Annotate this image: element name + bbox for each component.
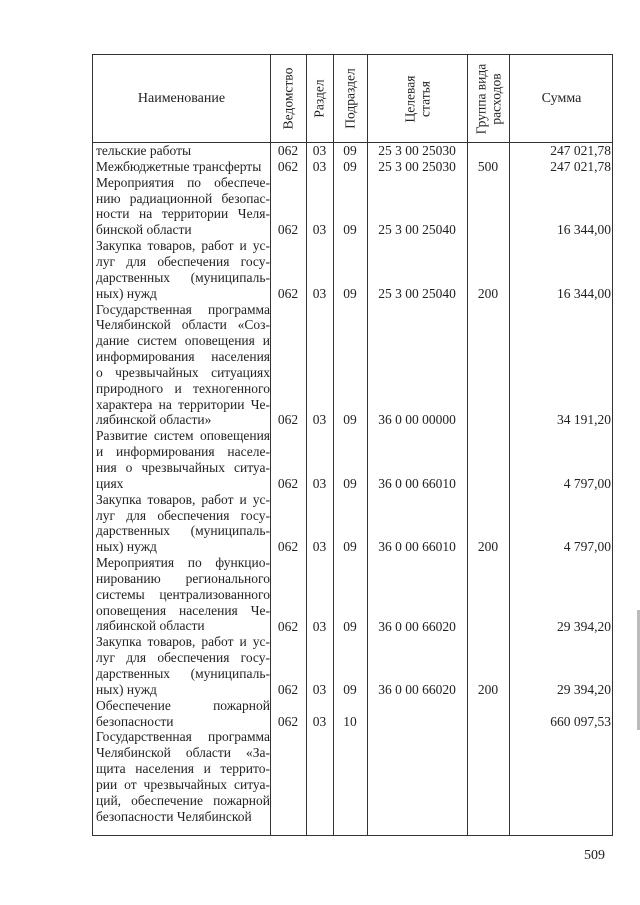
row-name-line: лябинской области [96,618,205,634]
header-name-text: Наименование [137,90,226,106]
row-name-line: дарственных (муниципаль- [96,666,270,682]
cell-ved: 062 [277,713,299,729]
cell-pod: 09 [343,222,357,238]
cell-raz: 03 [312,681,327,697]
header-name [93,55,270,142]
cell-ved: 062 [277,285,299,301]
row-name-line: нию радиационной безопас- [96,190,270,206]
cell-sum: 247 021,78 [550,143,611,158]
row-name-line: тельские работы [96,143,192,158]
header-celevaya-line: Целевая [402,75,417,122]
row-name-line: Челябинской области «За- [96,745,270,761]
cell-cel: 25 3 00 25040 [378,222,456,238]
row-name-line: дарственных (муниципаль- [96,269,270,285]
row-name-line: Государственная программа [96,301,270,317]
row-name-line: характера на территории Че- [96,396,270,412]
cell-ved: 062 [277,412,299,428]
cell-cel: 25 3 00 25030 [378,143,456,158]
row-name [96,238,270,301]
cell-sum: 29 394,20 [557,681,611,697]
row-name-line: ности на территории Челя- [96,206,270,222]
row-name-line: Закупка товаров, работ и ус- [96,634,270,650]
cell-cel: 25 3 00 25030 [378,158,456,174]
row-name [96,634,270,697]
cell-ved: 062 [277,681,299,697]
cell-grp: 500 [477,158,499,174]
row-name-line: природного и техногенного [96,380,270,396]
cell-raz: 03 [312,618,327,634]
header-gruppa-line: расходов [488,72,503,125]
row-name [96,175,270,238]
row-name-line: Развитие систем оповещения [96,428,270,444]
cell-sum: 16 344,00 [557,222,611,238]
row-name-line: системы централизованного [96,586,270,602]
row-name-line: нированию регионального [96,570,270,586]
cell-cel: 36 0 00 66020 [378,681,456,697]
row-name-line: Межбюджетные трансферты [96,158,262,174]
row-name-line: дарственных (муниципаль- [96,523,270,539]
row-name-line: безопасности Челябинской [96,808,252,824]
cell-ved: 062 [277,143,299,158]
header-vedomstvo [270,55,306,142]
header-gruppa-text [473,63,503,134]
cell-cel: 36 0 00 66010 [378,539,456,555]
cell-pod: 09 [343,285,357,301]
row-name [96,729,270,824]
row-name-line: и информирования населе- [96,444,270,460]
row-name-line: Закупка товаров, работ и ус- [96,238,270,254]
cell-sum: 34 191,20 [557,412,611,428]
row-name [96,428,270,491]
cell-raz: 03 [312,285,327,301]
row-name-line: луг для обеспечения госу- [96,253,270,269]
cell-grp: 200 [477,681,499,697]
cell-pod: 09 [343,412,357,428]
row-name-line: луг для обеспечения госу- [96,650,270,666]
row-name-line: Закупка товаров, работ и ус- [96,491,270,507]
row-name-line: ных) нужд [96,285,157,301]
row-name-line: Государственная программа [96,729,270,745]
cell-raz: 03 [312,475,327,491]
row-name-line: ных) нужд [96,681,157,697]
cell-cel: 36 0 00 00000 [378,412,456,428]
row-name [96,492,270,555]
cell-pod: 09 [343,475,357,491]
row-name-line: щита населения и террито- [96,761,270,777]
cell-ved: 062 [277,158,299,174]
header-podrazdel [333,55,367,142]
row-name-line: лябинской области» [96,412,212,428]
header-gruppa-line: Группа вида [473,63,488,134]
cell-grp: 200 [477,539,499,555]
cell-sum: 247 021,78 [550,158,611,174]
header-gruppa [467,55,509,142]
cell-pod: 09 [343,158,357,174]
cell-raz: 03 [312,539,327,555]
row-name [96,159,270,175]
row-name-line: Мероприятия по обеспече- [96,174,270,190]
row-name-line: информирования населения [96,349,270,365]
row-name-line: циях [96,475,124,491]
cell-raz: 03 [312,713,327,729]
cell-sum: 4 797,00 [563,539,611,555]
cell-cel: 25 3 00 25040 [378,285,456,301]
cell-raz: 03 [312,158,327,174]
row-name [96,698,270,730]
cell-ved: 062 [277,475,299,491]
cell-ved: 062 [277,618,299,634]
cell-pod: 09 [343,618,357,634]
cell-sum: 29 394,20 [557,618,611,634]
row-name-line: безопасности [96,713,174,729]
cell-sum: 4 797,00 [563,475,611,491]
row-name-line: Челябинской области «Соз- [96,317,270,333]
header-celevaya [367,55,467,142]
row-name [96,555,270,634]
page-number: 509 [584,848,605,863]
row-name-line: Обеспечение пожарной [96,697,270,713]
header-celevaya-line: статья [417,80,432,117]
cell-pod: 09 [343,539,357,555]
row-name-line: ций, обеспечение пожарной [96,792,270,808]
row-name-line: оповещения населения Че- [96,602,270,618]
header-podrazdel-text: Подраздел [342,68,358,129]
header-summa [509,55,614,142]
row-name-line: бинской области [96,222,192,238]
cell-cel: 36 0 00 66010 [378,475,456,491]
cell-sum: 16 344,00 [557,285,611,301]
cell-pod: 09 [343,143,357,158]
header-razdel-text: Раздел [312,79,327,118]
cell-pod: 10 [343,713,357,729]
cell-ved: 062 [277,539,299,555]
row-name-line: рии от чрезвычайных ситуа- [96,776,270,792]
cell-raz: 03 [312,222,327,238]
budget-table [92,54,613,836]
cell-raz: 03 [312,143,327,158]
row-name-line: ных) нужд [96,539,157,555]
cell-grp: 200 [477,285,499,301]
row-name-line: Мероприятия по функцио- [96,555,270,571]
row-name-line: ния о чрезвычайных ситуа- [96,459,270,475]
row-name [96,143,270,159]
row-name-line: луг для обеспечения госу- [96,507,270,523]
row-name-line: о чрезвычайных ситуациях [96,364,270,380]
cell-ved: 062 [277,222,299,238]
row-name [96,302,270,429]
cell-cel: 36 0 00 66020 [378,618,456,634]
row-name-line: дание систем оповещения и [96,333,270,349]
cell-raz: 03 [312,412,327,428]
header-razdel [306,55,333,142]
header-summa-text: Сумма [541,90,582,106]
cell-pod: 09 [343,681,357,697]
header-vedomstvo-text: Ведомство [280,67,296,130]
header-celevaya-text [402,75,432,122]
cell-sum: 660 097,53 [550,713,611,729]
